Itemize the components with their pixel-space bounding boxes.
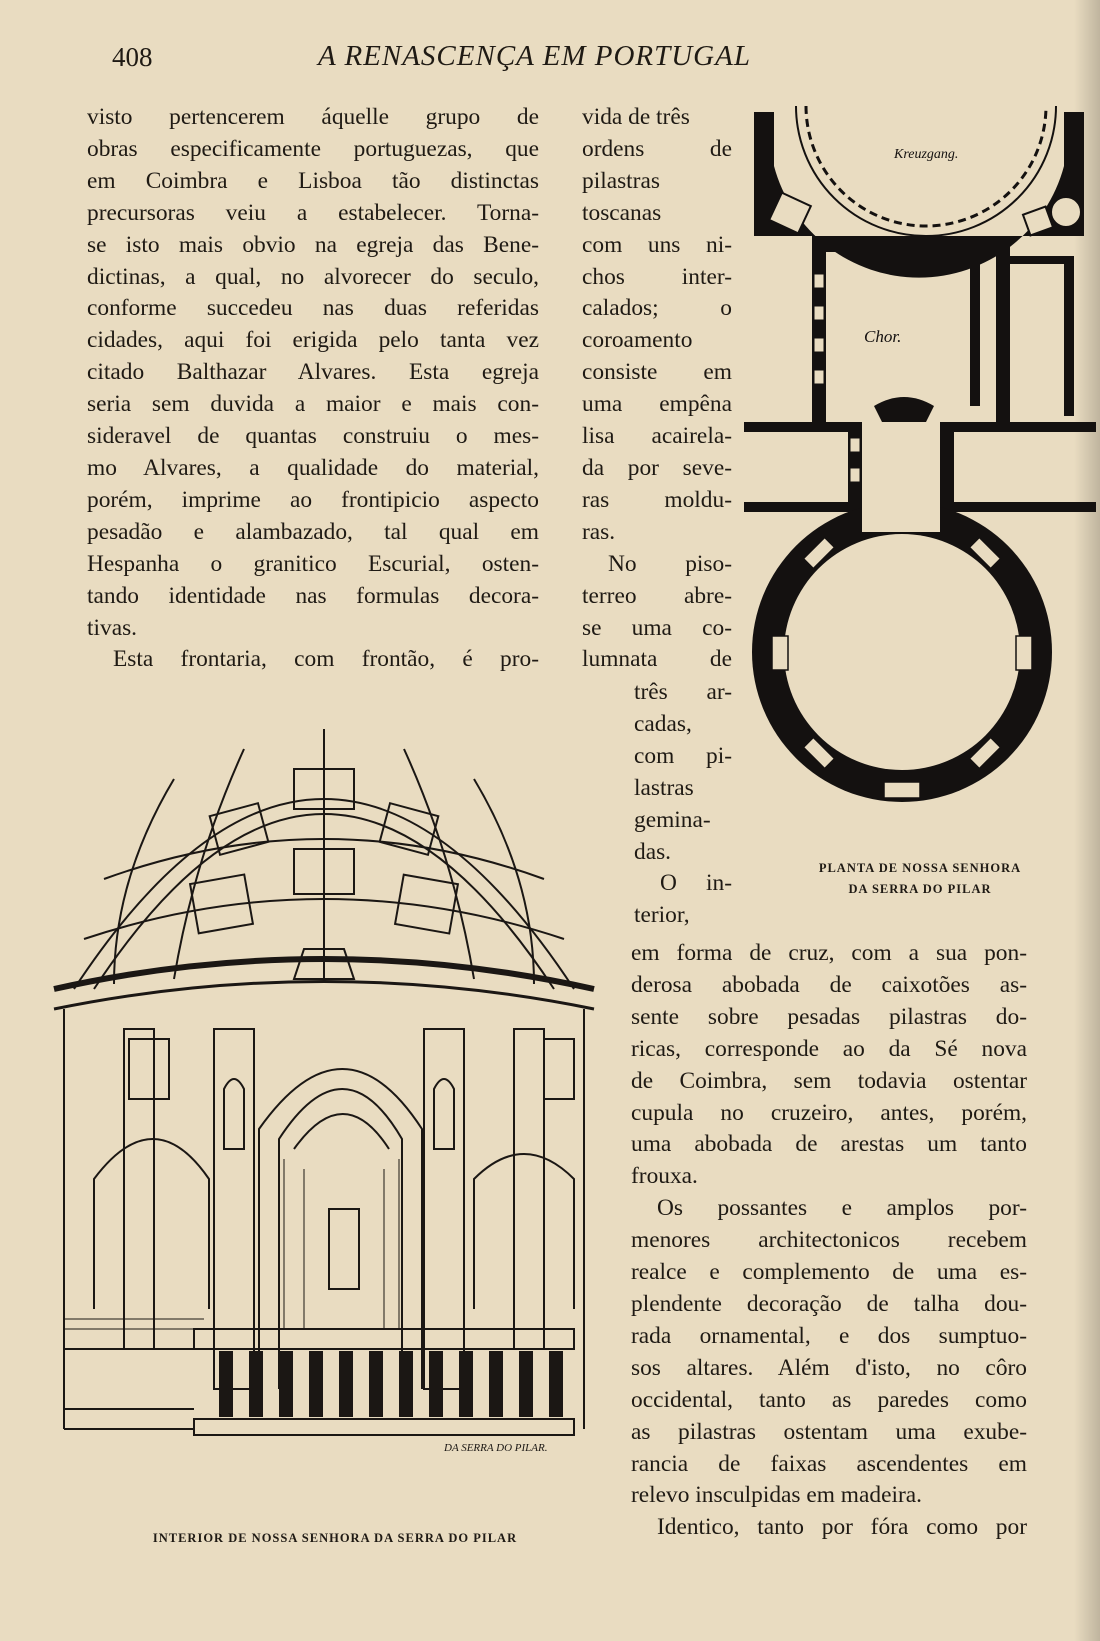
- interior-caption: INTERIOR DE NOSSA SENHORA DA SERRA DO PILAR: [152, 1531, 518, 1545]
- text-line: citado Balthazar Alvares. Esta egreja: [87, 359, 539, 386]
- text-line: tivas.: [87, 614, 138, 641]
- text-line: gemina-: [634, 806, 711, 833]
- page-number: 408: [112, 42, 153, 72]
- text-line: toscanas: [582, 199, 662, 226]
- interior-engraving: [44, 729, 606, 1519]
- floor-plan-drawing: [744, 106, 1096, 842]
- caption-line: PLANTA DE NOSSA SENHORA: [818, 861, 1022, 875]
- left-column: [87, 102, 539, 676]
- text-line: em forma de cruz, com a sua pon-: [631, 940, 1027, 966]
- text-line: sente sobre pesadas pilastras do-: [631, 1003, 1027, 1030]
- text-line: vida de três: [582, 104, 690, 130]
- text-line: se uma co-: [582, 614, 732, 641]
- cloister-label: Kreuzgang.: [894, 147, 959, 162]
- text-line: se isto mais obvio na egreja das Bene-: [87, 231, 539, 258]
- text-line: frouxa.: [631, 1163, 698, 1190]
- text-line: visto pertencerem áquelle grupo de: [87, 104, 539, 130]
- text-line: precursoras veiu a estabelecer. Torna-: [87, 199, 539, 226]
- narrow-column: [634, 677, 732, 932]
- text-line: três ar-: [634, 679, 732, 705]
- text-line: Identico, tanto por fóra como por: [657, 1514, 1027, 1541]
- running-title: A RENASCENÇA EM PORTUGAL: [318, 40, 751, 72]
- text-line: rada ornamental, e dos sumptuo-: [631, 1322, 1027, 1349]
- text-line: ricas, corresponde ao da Sé nova: [631, 1035, 1027, 1062]
- text-line: No piso-: [608, 550, 732, 577]
- floor-plan-caption: [790, 858, 1050, 900]
- text-line: terior,: [634, 902, 690, 929]
- text-line: calados; o: [582, 295, 732, 322]
- text-line: seria sem duvida a maior e mais con-: [87, 391, 539, 418]
- text-line: Hespanha o granitico Escurial, osten-: [87, 550, 539, 577]
- text-line: ras.: [582, 518, 616, 545]
- paragraph-2-line: Esta frontaria, com frontão, é pro-: [113, 646, 539, 673]
- text-line: conforme succedeu nas duas referidas: [87, 295, 539, 322]
- text-line: as pilastras ostentam uma exube-: [631, 1418, 1027, 1445]
- text-line: dictinas, a qual, no alvorecer do seculo,: [87, 263, 539, 290]
- text-line: tando identidade nas formulas decora-: [87, 582, 539, 609]
- right-column: [631, 938, 1027, 1544]
- text-line: cupula no cruzeiro, antes, porém,: [631, 1099, 1027, 1126]
- text-line: lisa acairela-: [582, 423, 732, 450]
- text-line: cidades, aqui foi erigida pelo tanta vez: [87, 327, 539, 354]
- text-line: de Coimbra, sem todavia ostentar: [631, 1067, 1027, 1094]
- caption-line: DA SERRA DO PILAR: [848, 882, 992, 896]
- text-line: coroamento: [582, 327, 693, 354]
- text-line: uma abobada de arestas um tanto: [631, 1131, 1027, 1158]
- text-line: terreo abre-: [582, 582, 732, 609]
- interior-illustration: [44, 729, 606, 1519]
- text-line: lastras: [634, 774, 694, 801]
- text-line: em Coimbra e Lisboa tão distinctas: [87, 167, 539, 194]
- text-line: das.: [634, 838, 672, 865]
- text-line: Os possantes e amplos por-: [657, 1195, 1027, 1222]
- text-line: menores architectonicos recebem: [631, 1227, 1027, 1254]
- text-line: porém, imprime ao frontipicio aspecto: [87, 486, 539, 513]
- choir-label: Chor.: [864, 327, 902, 346]
- text-line: com pi-: [634, 742, 732, 769]
- text-line: occidental, tanto as paredes como: [631, 1386, 1027, 1413]
- text-line: ordens de: [582, 135, 732, 162]
- text-line: cadas,: [634, 710, 692, 737]
- text-line: derosa abobada de caixotões as-: [631, 971, 1027, 998]
- text-line: relevo insculpidas em madeira.: [631, 1482, 922, 1509]
- text-line: da por seve-: [582, 454, 732, 481]
- floor-plan-figure: [744, 106, 1096, 842]
- middle-column: [582, 102, 732, 676]
- paragraph-1: [87, 102, 539, 644]
- text-line: consiste em: [582, 359, 732, 386]
- text-line: plendente decoração de talha dou-: [631, 1290, 1027, 1317]
- text-line: rancia de faixas ascendentes em: [631, 1450, 1027, 1477]
- text-line: obras especificamente portuguezas, que: [87, 135, 539, 162]
- text-line: chos inter-: [582, 263, 732, 290]
- text-line: O in-: [660, 870, 732, 897]
- text-line: com uns ni-: [582, 231, 732, 258]
- text-line: ras moldu-: [582, 486, 732, 513]
- artist-signature: DA SERRA DO PILAR.: [444, 1442, 548, 1454]
- text-line: pesadão e alambazado, tal qual em: [87, 518, 539, 545]
- text-line: mo Alvares, a qualidade do material,: [87, 454, 539, 481]
- text-line: sideravel de quantas construiu o mes-: [87, 423, 539, 450]
- text-line: pilastras: [582, 167, 660, 194]
- text-line: uma empêna: [582, 391, 732, 418]
- text-line: realce e complemento de uma es-: [631, 1259, 1027, 1286]
- text-line: sos altares. Além d'isto, no côro: [631, 1354, 1027, 1381]
- text-line: lumnata de: [582, 646, 732, 673]
